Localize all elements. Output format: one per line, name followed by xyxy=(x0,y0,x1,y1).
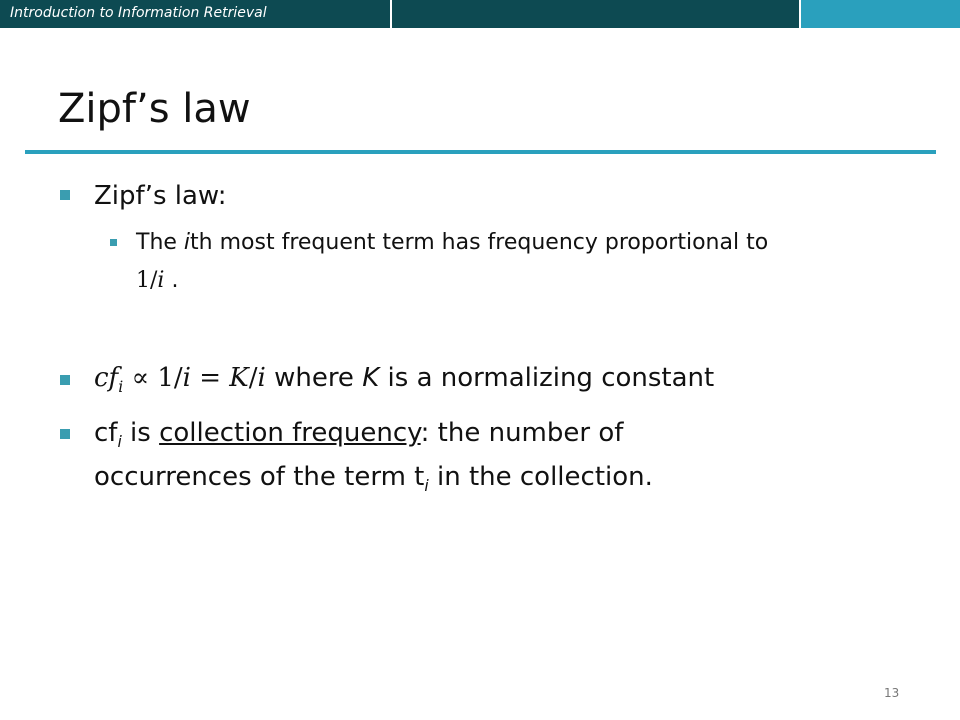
math-K: K xyxy=(229,363,249,393)
sub-bullet-line1 xyxy=(136,230,768,256)
math-fraction: 1/ xyxy=(136,268,158,293)
italic-K: K xyxy=(362,363,380,393)
math-i: i xyxy=(182,363,191,393)
math-cf: cf xyxy=(94,363,119,393)
bullet-square-icon xyxy=(60,190,70,200)
subscript-i: i xyxy=(424,477,429,496)
title-divider xyxy=(25,150,936,154)
italic-i: i xyxy=(183,230,191,255)
header-segment-accent xyxy=(801,0,960,28)
page-number: 13 xyxy=(884,686,900,700)
math-equals: = xyxy=(190,363,230,393)
bullet-zipfs-law: Zipf’s law: xyxy=(94,181,227,211)
course-title: Introduction to Information Retrieval xyxy=(10,5,267,21)
text-fragment: : the number of xyxy=(420,418,624,448)
bullet-square-icon xyxy=(60,375,70,385)
bullet-formula xyxy=(94,363,714,397)
text-fragment: in the collection. xyxy=(428,462,653,492)
text-fragment: The xyxy=(136,230,184,255)
math-i: i xyxy=(257,363,266,393)
math-slash: / xyxy=(248,363,258,393)
text-fragment: th most frequent term has frequency proportional to xyxy=(190,230,769,255)
text-fragment: is xyxy=(121,418,160,448)
math-i: i xyxy=(157,268,165,293)
text-fragment: is a normalizing constant xyxy=(379,363,715,393)
bullet-square-icon xyxy=(60,429,70,439)
sub-bullet-line2 xyxy=(136,268,178,294)
subscript-i: i xyxy=(117,433,122,452)
sub-bullet-square-icon xyxy=(110,239,117,246)
header-segment-dark-2 xyxy=(392,0,799,28)
text-cf: cf xyxy=(94,418,118,448)
text-fragment: occurrences of the term t xyxy=(94,462,425,492)
slide-title: Zipf’s law xyxy=(58,86,251,132)
header-bar xyxy=(0,0,960,30)
math-proportional: ∝ 1/ xyxy=(123,363,183,393)
collection-frequency-term: collection frequency xyxy=(159,418,421,448)
bullet-collection-frequency-line2 xyxy=(94,462,653,496)
math-subscript-i: i xyxy=(118,378,124,397)
text-fragment: . xyxy=(164,268,179,293)
bullet-collection-frequency-line1 xyxy=(94,418,623,452)
text-fragment: where xyxy=(265,363,363,393)
